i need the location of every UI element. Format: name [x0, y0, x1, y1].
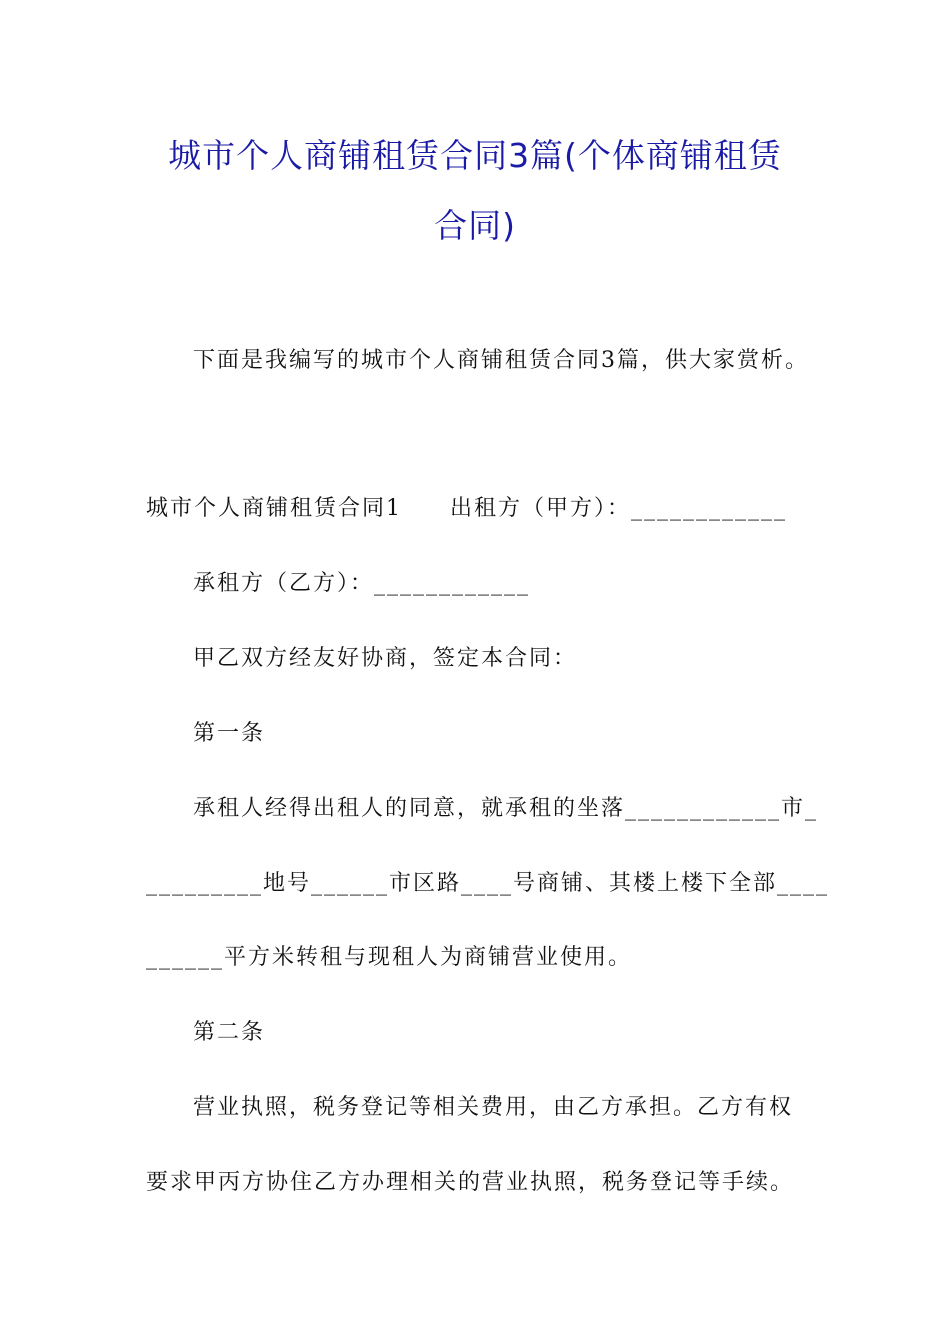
intro-paragraph: 下面是我编写的城市个人商铺租赁合同3篇，供大家赏析。	[193, 348, 809, 373]
agreement-statement: 甲乙双方经友好协商，签定本合同：	[193, 646, 578, 671]
article-1-line-3: ______平方米转租与现租人为商铺营业使用。	[146, 945, 633, 970]
article-2-line-2: 要求甲丙方协住乙方办理相关的营业执照，税务登记等手续。	[146, 1170, 795, 1195]
article-1-line-1: 承租人经得出租人的同意，就承租的坐落____________市_	[193, 796, 819, 821]
article-2-line-1: 营业执照，税务登记等相关费用，由乙方承担。乙方有权	[193, 1095, 794, 1120]
article-1-title: 第一条	[193, 721, 266, 746]
document-title-line-2: 合同)	[434, 206, 516, 245]
lessee-field: 承租方（乙方）：____________	[193, 571, 531, 596]
contract-1-heading: 城市个人商铺租赁合同1	[146, 496, 402, 521]
contract-1-header-line	[146, 494, 787, 524]
lessor-field: 出租方（甲方）：____________	[450, 496, 788, 521]
article-2-title: 第二条	[193, 1020, 266, 1045]
article-1-line-2: _________地号______市区路____号商铺、其楼上楼下全部____	[146, 871, 830, 896]
document-title-line-1: 城市个人商铺租赁合同3篇(个体商铺租赁	[168, 136, 782, 175]
